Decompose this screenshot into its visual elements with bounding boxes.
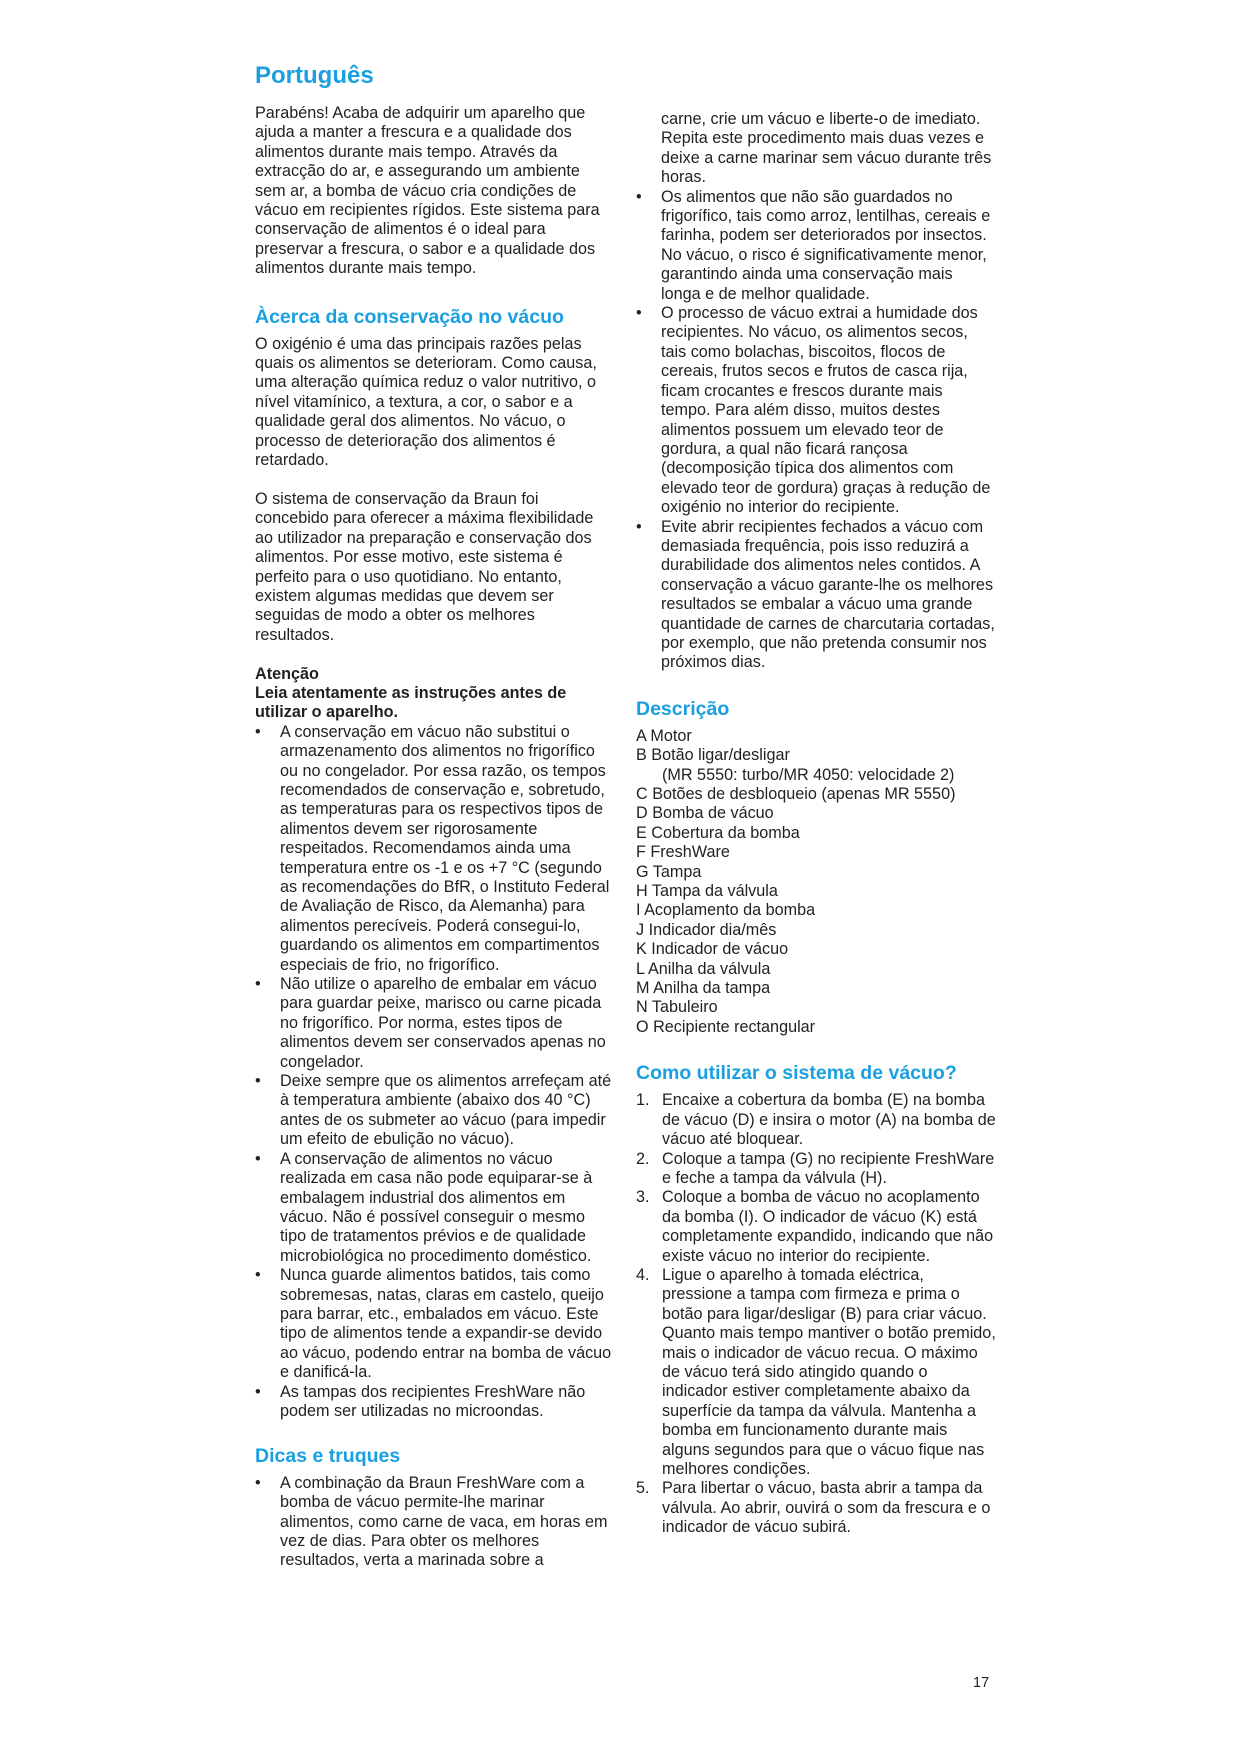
tips-bullet-3: O processo de vácuo extrai a humidade dos recipientes. No vácuo, os alimentos secos, tais como bolachas, biscoitos, flocos de cereais, frutos secos e frutos de casca rija, ficam crocantes e frescos durante mais tempo. Para além disso, muitos destes alimentos possuem um elevado teor de gordura, a qual não ficará rançosa (decomposição típica dos alimentos com elevado teor de gordura) graças à redução de oxigénio no interior do recipiente. xyxy=(661,304,991,517)
step-text: Para libertar o vácuo, basta abrir a tampa da válvula. Ao abrir, ouvirá o som da frescura e o indicador de vácuo subirá. xyxy=(662,1479,991,1537)
howto-heading: Como utilizar o sistema de vácuo? xyxy=(636,1062,957,1085)
list-item: J Indicador dia/mês xyxy=(636,920,777,939)
step-text: Encaixe a cobertura da bomba (E) na bomba de vácuo (D) e insira o motor (A) na bomba de vácuo até bloquear. xyxy=(662,1091,996,1149)
step-number: 4. xyxy=(636,1265,650,1284)
about-paragraph-1: O oxigénio é uma das principais razões pelas quais os alimentos se deterioram. Como causa, uma alteração química reduz o valor nutritivo, o nível vitamínico, a textura, a cor, o sabor e a qualidade geral dos alimentos. No vácuo, o processo de deterioração dos alimentos é retardado. xyxy=(255,334,597,470)
about-heading: Àcerca da conservação no vácuo xyxy=(255,305,564,328)
list-item xyxy=(255,1474,613,1571)
step-number: 5. xyxy=(636,1479,650,1498)
tips-bullet-2: Os alimentos que não são guardados no frigorífico, tais como arroz, lentilhas, cereais e farinha, podem ser deteriorados por insectos. No vácuo, o risco é significativamente menor, garantindo ainda uma conservação mais longa e de melhor qualidade. xyxy=(661,187,991,303)
list-item: E Cobertura da bomba xyxy=(636,823,800,842)
about-paragraph-2: O sistema de conservação da Braun foi concebido para oferecer a máxima flexibilidade ao utilizador na preparação e conservação dos alimentos. Por esse motivo, este sistema é perfeito para o uso quotidiano. No entanto, existem algumas medidas que devem ser seguidas de modo a obter os melhores resultados. xyxy=(255,489,594,644)
list-item: B Botão ligar/desligar xyxy=(636,746,790,765)
attention-list xyxy=(255,723,613,1422)
list-item: K Indicador de vácuo xyxy=(636,940,789,959)
list-item: O Recipiente rectangular xyxy=(636,1017,816,1036)
list-item: L Anilha da válvula xyxy=(636,959,771,978)
list-item xyxy=(255,975,613,1072)
step-text: Coloque a bomba de vácuo no acoplamento da bomba (I). O indicador de vácuo (K) está completamente expandido, indicando que não existe vácuo no interior do recipiente. xyxy=(662,1188,994,1265)
list-item: M Anilha da tampa xyxy=(636,979,771,998)
left-column xyxy=(255,62,613,1571)
description-heading: Descrição xyxy=(636,697,730,720)
list-item: G Tampa xyxy=(636,862,702,881)
tips-heading: Dicas e truques xyxy=(255,1444,401,1467)
attention-bullet-1: A conservação em vácuo não substitui o armazenamento dos alimentos no frigorífico ou no congelador. Por essa razão, os tempos recomendados de conservação e, sobretudo, as temperaturas para os respectivos tipos de alimentos devem ser rigorosamente respeitados. Recomendamos ainda uma temperatura entre os -1 e os +7 °C (segundo as recomendações do BfR, o Instituto Federal de Avaliação de Risco, da Alemanha) para alimentos perecíveis. Poderá consegui-lo, guardando os alimentos em compartimentos especiais de frio, no frigorífico. xyxy=(280,722,610,974)
attention-bullet-6: As tampas dos recipientes FreshWare não podem ser utilizadas no microondas. xyxy=(280,1382,586,1420)
right-column xyxy=(636,110,996,1538)
attention-bullet-3: Deixe sempre que os alimentos arrefeçam até à temperatura ambiente (abaixo dos 40 °C) antes de os submeter ao vácuo (para impedir um efeito de ebulição no vácuo). xyxy=(280,1072,612,1149)
attention-title: Atenção xyxy=(255,664,319,683)
intro-paragraph: Parabéns! Acaba de adquirir um aparelho que ajuda a manter a frescura e a qualidade dos alimentos durante mais tempo. Através da extracção do ar, e assegurando um ambiente sem ar, a bomba de vácuo cria condições de vácuo em recipientes rígidos. Este sistema para conservação de alimentos é o ideal para preservar a frescura, o sabor e a qualidade dos alimentos durante mais tempo. xyxy=(255,104,600,278)
list-item: A Motor xyxy=(636,726,692,745)
list-item xyxy=(636,518,996,673)
list-item: H Tampa da válvula xyxy=(636,882,778,901)
list-item: I Acoplamento da bomba xyxy=(636,901,816,920)
tips-bullet-1-continued: carne, crie um vácuo e liberte-o de imediato. Repita este procedimento mais duas vezes e deixe a carne marinar sem vácuo durante três horas. xyxy=(661,110,992,187)
attention-bullet-4: A conservação de alimentos no vácuo realizada em casa não pode equiparar-se à embalagem industrial dos alimentos em vácuo. Não é possível conseguir o mesmo tipo de tratamentos prévios e de qualidade microbiológica no procedimento doméstico. xyxy=(280,1149,593,1265)
list-item xyxy=(636,304,996,517)
page-title: Português xyxy=(255,62,374,89)
list-item xyxy=(636,1091,996,1149)
list-item xyxy=(255,1072,613,1150)
list-item: N Tabuleiro xyxy=(636,998,718,1017)
list-item xyxy=(255,1383,613,1422)
list-item xyxy=(636,1479,996,1537)
list-item xyxy=(255,723,613,975)
list-item: C Botões de desbloqueio (apenas MR 5550) xyxy=(636,785,956,803)
attention-subtitle: Leia atentamente as instruções antes de utilizar o aparelho. xyxy=(255,683,567,722)
attention-bullet-2: Não utilize o aparelho de embalar em vácuo para guardar peixe, marisco ou carne picada no frigorífico. Por norma, estes tipos de alimentos devem ser conservados apenas no congelador. xyxy=(280,975,606,1071)
step-text: Ligue o aparelho à tomada eléctrica, pressione a tampa com firmeza e prima o botão para ligar/desligar (B) para criar vácuo. Quanto mais tempo mantiver o botão premido, mais o indicador de vácuo recua. O máximo de vácuo terá sido atingido quando o indicador estiver completamente abaixo da superfície da tampa da válvula. Mantenha a bomba em funcionamento durante mais alguns segundos para que o vácuo fique nas melhores condições. xyxy=(662,1265,996,1478)
list-item xyxy=(636,1150,996,1189)
step-number: 2. xyxy=(636,1149,650,1168)
page-number: 17 xyxy=(973,1675,990,1691)
description-list xyxy=(636,727,996,1038)
list-item: F FreshWare xyxy=(636,843,730,862)
tips-list xyxy=(636,188,996,673)
tips-bullet-4: Evite abrir recipientes fechados a vácuo com demasiada frequência, pois isso reduzirá a durabilidade dos alimentos neles contidos. A conservação a vácuo garante-lhe os melhores resultados se embalar a vácuo uma grande quantidade de carnes de charcutaria cortadas, por exemplo, que não pretenda consumir nos próximos dias. xyxy=(661,517,995,672)
tips-bullet-1-start: A combinação da Braun FreshWare com a bomba de vácuo permite-lhe marinar alimentos, como carne de vaca, em horas em vez de dias. Para obter os melhores resultados, verta a marinada sobre a xyxy=(280,1473,608,1570)
list-item: D Bomba de vácuo xyxy=(636,804,774,823)
howto-steps xyxy=(636,1091,996,1537)
step-text: Coloque a tampa (G) no recipiente FreshWare e feche a tampa da válvula (H). xyxy=(662,1149,995,1187)
tips-list-start xyxy=(255,1474,613,1571)
list-item xyxy=(255,1150,613,1266)
list-item xyxy=(636,1188,996,1266)
list-item: (MR 5550: turbo/MR 4050: velocidade 2) xyxy=(662,765,955,784)
list-item xyxy=(636,1266,996,1479)
list-item xyxy=(255,1266,613,1382)
attention-bullet-5: Nunca guarde alimentos batidos, tais como sobremesas, natas, claras em castelo, queijo para barrar, etc., embalados em vácuo. Este tipo de alimentos tende a expandir-se devido ao vácuo, podendo entrar na bomba de vácuo e danificá-la. xyxy=(280,1266,612,1382)
step-number: 1. xyxy=(636,1091,650,1110)
step-number: 3. xyxy=(636,1188,650,1207)
list-item xyxy=(636,188,996,304)
